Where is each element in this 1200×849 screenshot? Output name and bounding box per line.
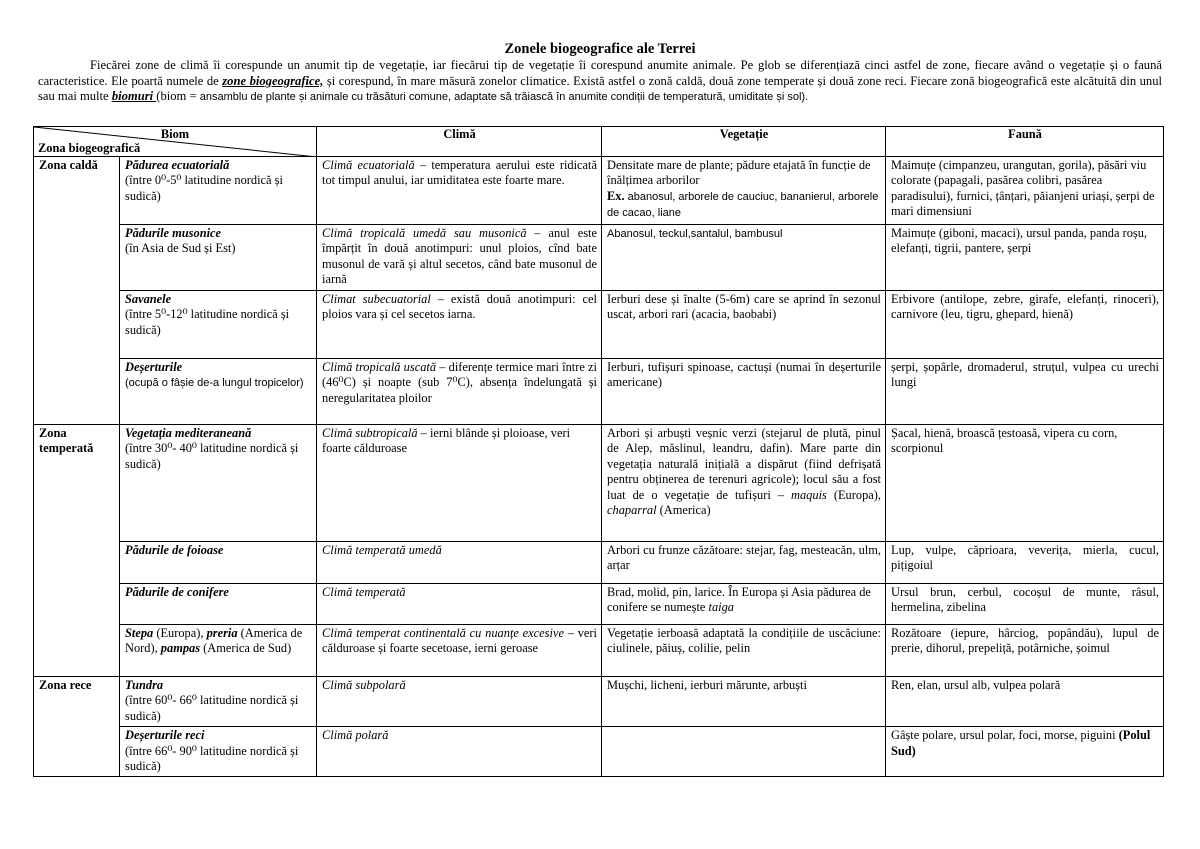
- vegetatie-example: abanosul, arborele de cauciuc, bananierul, arborele de cacao, liane: [607, 190, 879, 220]
- biome-name: Vegetația mediteraneană: [125, 426, 252, 440]
- clima-cell: [317, 225, 602, 291]
- biome-cell: [120, 359, 317, 425]
- biome-cell: [120, 584, 317, 625]
- vegetatie-text: Brad, molid, pin, larice. În Europa și Asia pădurea de conifere se numește: [607, 585, 871, 615]
- biome-name-stepa: Stepa: [125, 626, 154, 640]
- biome-region-1: (Europa),: [153, 626, 207, 640]
- fauna-cell: șerpi, șopârle, dromaderul, struțul, vulpea cu urechi lungi: [886, 359, 1164, 425]
- table-row: [34, 225, 1164, 291]
- zone-rece: Zona rece: [34, 677, 120, 777]
- clima-cell: [317, 359, 602, 425]
- clima-cell: [317, 625, 602, 677]
- intro-paragraph: [38, 58, 1162, 106]
- vegetatie-cell: Ierburi dese și înalte (5-6m) care se aprind în sezonul uscat, arbori rari (acacia, baobabi): [602, 291, 886, 359]
- vegetatie-text-end: (America): [656, 503, 711, 518]
- vegetatie-text-mid: (Europa),: [826, 487, 881, 502]
- biome-region-3: (America de Sud): [200, 641, 292, 656]
- biome-location: (în Asia de Sud și Est): [125, 241, 236, 256]
- intro-term-zone-biogeografice: zone biogeografice,: [222, 73, 324, 88]
- biome-location: (între 60⁰- 66⁰ latitudine nordică și sudică): [125, 693, 299, 723]
- intro-text-2: și corespund, în mare măsură zonelor climatice. Există astfel o zonă caldă, două zone temperate și două zone reci. Fiecare zonă biogeografică este alcătuită din unul sau mai multe: [38, 73, 1163, 104]
- biome-cell: [120, 425, 317, 542]
- clima-cell: [317, 584, 602, 625]
- biome-name: Savanele: [125, 292, 172, 306]
- header-row: [34, 127, 1164, 157]
- clima-desc: – diferențe termice mari între zi (46⁰C) și noapte (sub 7⁰C), absența îndelungată și neregularitatea ploilor: [322, 360, 597, 405]
- header-clima: Climă: [317, 127, 602, 157]
- table-row: [34, 625, 1164, 677]
- biome-cell: [120, 677, 317, 727]
- clima-cell: [317, 542, 602, 584]
- vegetatie-term-maquis: maquis: [791, 487, 827, 502]
- zone-temperata: Zona temperată: [34, 425, 120, 677]
- biome-cell: [120, 625, 317, 677]
- vegetatie-example-label: Ex.: [607, 188, 625, 203]
- vegetatie-text: Arbori și arbuști veșnic verzi (stejarul de plută, pinul de Alep, măslinul, leandru, dafin). Mare parte din vegetația naturală inițială a dispărut (fiind defrișată pentru obținerea de terenuri agricole); locul său a fost luat de o vegetație de tufișuri –: [607, 426, 881, 502]
- vegetatie-text: Abanosul, teckul,santalul, bambusul: [607, 228, 783, 240]
- clima-desc: – ierni blânde și ploioase, veri foarte călduroase: [322, 426, 571, 456]
- clima-type: Climat subecuatorial: [322, 292, 431, 306]
- biome-location: (între 5⁰-12⁰ latitudine nordică și sudică): [125, 307, 290, 337]
- biome-name: Pădurile de foioase: [125, 543, 224, 557]
- clima-desc: – există două anotimpuri: cel ploios vara și cel secetos iarna.: [322, 292, 597, 322]
- vegetatie-cell: Vegetație ierboasă adaptată la condițiile de uscăciune: ciulinele, păiuș, colilie, pelin: [602, 625, 886, 677]
- intro-text-1: Fiecărei zone de climă îi corespunde un anumit tip de vegetație, iar fiecărui tip de vegetație îi corespund anumite animale. Pe glob se diferențiază cinci astfel de zone, fiecare având o vegetație și o faună caracteristice. Ele poartă numele de: [38, 58, 1162, 88]
- biome-location: (ocupă o fâșie de-a lungul tropicelor): [125, 377, 304, 390]
- header-biom: Biom: [160, 127, 190, 141]
- clima-cell: [317, 425, 602, 542]
- table-row: [34, 677, 1164, 727]
- table-row: [34, 157, 1164, 225]
- clima-type: Climă ecuatorială: [322, 158, 415, 172]
- zone-calda: Zona caldă: [34, 157, 120, 425]
- fauna-cell: Ursul brun, cerbul, cocoșul de munte, râsul, hermelina, zibelina: [886, 584, 1164, 625]
- vegetatie-cell: Arbori cu frunze căzătoare: stejar, fag, mesteacăn, ulm, arțar: [602, 542, 886, 584]
- biome-cell: [120, 157, 317, 225]
- table-row: [34, 584, 1164, 625]
- biome-name: Pădurea ecuatorială: [125, 158, 230, 172]
- biome-name: Pădurile musonice: [125, 226, 222, 240]
- vegetatie-cell: [602, 727, 886, 777]
- fauna-cell: Maimuțe (cimpanzeu, urangutan, gorila), păsări viu colorate (papagali, pasărea colibri, pasărea paradisului), furnici, țânțari, păianjeni uriași, șerpi de mari dimensiuni: [886, 157, 1164, 225]
- vegetatie-term-taiga: taiga: [708, 600, 734, 615]
- clima-desc: – temperatura aerului este ridicată tot timpul anului, iar umiditatea este foarte mare.: [322, 158, 597, 188]
- vegetatie-cell: Mușchi, licheni, ierburi mărunte, arbuști: [602, 677, 886, 727]
- clima-desc: – veri călduroase și foarte secetoase, ierni geroase: [322, 626, 598, 656]
- fauna-cell: Maimuțe (giboni, macaci), ursul panda, panda roșu, elefanți, tigrii, pantere, șerpi: [886, 225, 1164, 291]
- biome-name: Pădurile de conifere: [125, 585, 229, 599]
- biome-region-2: (America de Nord),: [125, 626, 303, 656]
- fauna-cell: Rozătoare (iepure, hârciog, popândău), lupul de prerie, dihorul, prepeliță, potârniche, șoimul: [886, 625, 1164, 677]
- biome-name: Deșerturile: [125, 360, 183, 374]
- fauna-cell: [886, 727, 1164, 777]
- vegetatie-cell: [602, 157, 886, 225]
- fauna-cell: Șacal, hienă, broască țestoasă, vipera cu corn, scorpionul: [886, 425, 1164, 542]
- vegetatie-cell: [602, 584, 886, 625]
- vegetatie-cell: [602, 225, 886, 291]
- fauna-cell: Ren, elan, ursul alb, vulpea polară: [886, 677, 1164, 727]
- biome-name: Tundra: [125, 678, 164, 692]
- header-zona-biogeografica: Zona biogeografică: [38, 140, 141, 155]
- clima-cell: [317, 677, 602, 727]
- clima-type: Climă temperată: [322, 585, 406, 599]
- table-row: [34, 542, 1164, 584]
- clima-type: Climă tropicală uscată: [322, 360, 437, 374]
- clima-cell: [317, 291, 602, 359]
- vegetatie-cell: Ierburi, tufișuri spinoase, cactuși (numai în deșerturile americane): [602, 359, 886, 425]
- fauna-cell: Erbivore (antilope, zebre, girafe, elefanți, rinoceri), carnivore (leu, tigru, ghepard, hienă): [886, 291, 1164, 359]
- clima-type: Climă polară: [322, 728, 389, 743]
- fauna-text: Gâște polare, ursul polar, foci, morse, piguini: [891, 728, 1119, 743]
- clima-cell: [317, 727, 602, 777]
- page-title: Zonele biogeografice ale Terrei: [504, 41, 696, 57]
- clima-cell: [317, 157, 602, 225]
- biomes-table: [33, 126, 1164, 777]
- clima-type: Climă temperat continentală cu nuanțe excesive: [322, 626, 564, 640]
- fauna-cell: Lup, vulpe, căprioara, veverița, mierla, cucul, pițigoiul: [886, 542, 1164, 584]
- clima-type: Climă subtropicală: [322, 426, 418, 440]
- biome-name-preria: preria: [206, 626, 238, 640]
- intro-text-4: ansamblu de plante și animale cu trăsături comune, adaptate să trăiască în anumite condiții de temperatură, umiditate și sol).: [199, 91, 809, 104]
- biome-cell: [120, 542, 317, 584]
- biome-name: Deșerturile reci: [125, 728, 205, 743]
- table-row: [34, 291, 1164, 359]
- fauna-note: (Polul Sud): [891, 728, 1151, 758]
- table-row: [34, 727, 1164, 777]
- biome-location: (între 30⁰- 40⁰ latitudine nordică și sudică): [125, 441, 299, 471]
- clima-type: Climă temperată umedă: [322, 543, 442, 557]
- intro-term-biomuri: biomuri: [111, 89, 157, 104]
- intro-text-3: (biom =: [156, 89, 200, 104]
- vegetatie-term-chaparral: chaparral: [607, 503, 657, 518]
- biome-location: (între 66⁰- 90⁰ latitudine nordică și sudică): [125, 743, 299, 774]
- clima-desc: – anul este împărțit în două anotimpuri: unul ploios, cînd bate musonul de vară și altul secetos, când bate musonul de iarnă: [322, 226, 597, 287]
- biome-cell: [120, 727, 317, 777]
- clima-type: Climă subpolară: [322, 678, 406, 692]
- table-row: [34, 425, 1164, 542]
- header-biom-zona-cell: [34, 127, 317, 157]
- vegetatie-cell: [602, 425, 886, 542]
- biome-cell: [120, 225, 317, 291]
- header-vegetatie: Vegetație: [602, 127, 886, 157]
- header-fauna: Faună: [886, 127, 1164, 157]
- biome-cell: [120, 291, 317, 359]
- biome-location: (între 0⁰-5⁰ latitudine nordică și sudică): [125, 173, 283, 203]
- biome-name-pampas: pampas: [160, 641, 201, 656]
- table-row: [34, 359, 1164, 425]
- vegetatie-text: Densitate mare de plante; pădure etajată în funcție de înălțimea arborilor: [607, 158, 871, 188]
- clima-type: Climă tropicală umedă sau musonică: [322, 226, 527, 240]
